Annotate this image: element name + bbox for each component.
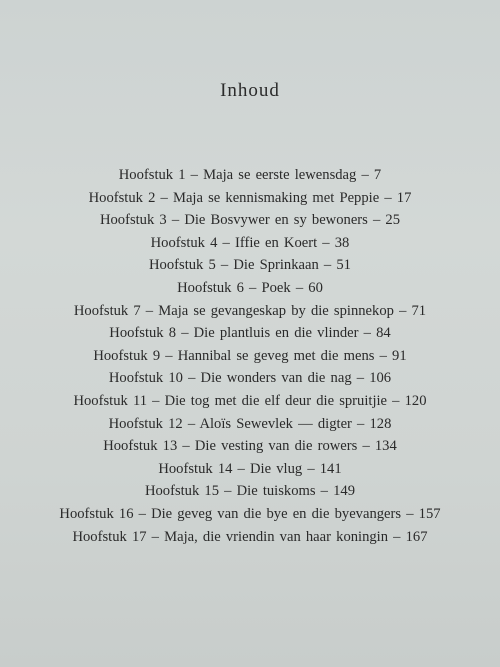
toc-entry-9: Hoofstuk 9 – Hannibal se geveg met die mens – 91 [93, 347, 407, 364]
toc-entry-6: Hoofstuk 6 – Poek – 60 [177, 279, 323, 296]
page-title: Inhoud [220, 80, 280, 101]
toc-entry-8: Hoofstuk 8 – Die plantluis en die vlinder – 84 [109, 325, 391, 342]
toc-entry-1: Hoofstuk 1 – Maja se eerste lewensdag – 7 [118, 167, 382, 183]
toc-entry-7: Hoofstuk 7 – Maja se gevangeskap by die spinnekop – 71 [73, 302, 427, 319]
toc-entry-17: Hoofstuk 17 – Maja, die vriendin van haar koningin – 167 [72, 528, 428, 545]
toc-entry-5: Hoofstuk 5 – Die Sprinkaan – 51 [149, 257, 351, 274]
table-of-contents [0, 164, 500, 548]
toc-entry-12: Hoofstuk 12 – Aloïs Sewevlek — digter – 128 [108, 415, 392, 432]
toc-entry-3: Hoofstuk 3 – Die Bosvywer en sy bewoners – 25 [99, 212, 401, 229]
toc-entry-10: Hoofstuk 10 – Die wonders van die nag – 106 [108, 370, 392, 387]
toc-entry-15: Hoofstuk 15 – Die tuiskoms – 149 [144, 483, 356, 500]
toc-entry-4: Hoofstuk 4 – Iffie en Koert – 38 [150, 234, 350, 251]
toc-entry-11: Hoofstuk 11 – Die tog met die elf deur die spruitjie – 120 [73, 392, 427, 409]
toc-entry-13: Hoofstuk 13 – Die vesting van die rowers – 134 [103, 438, 397, 455]
toc-entry-2: Hoofstuk 2 – Maja se kennismaking met Peppie – 17 [88, 189, 412, 206]
toc-entry-16: Hoofstuk 16 – Die geveg van die bye en die byevangers – 157 [59, 505, 441, 522]
toc-entry-14: Hoofstuk 14 – Die vlug – 141 [158, 460, 342, 477]
